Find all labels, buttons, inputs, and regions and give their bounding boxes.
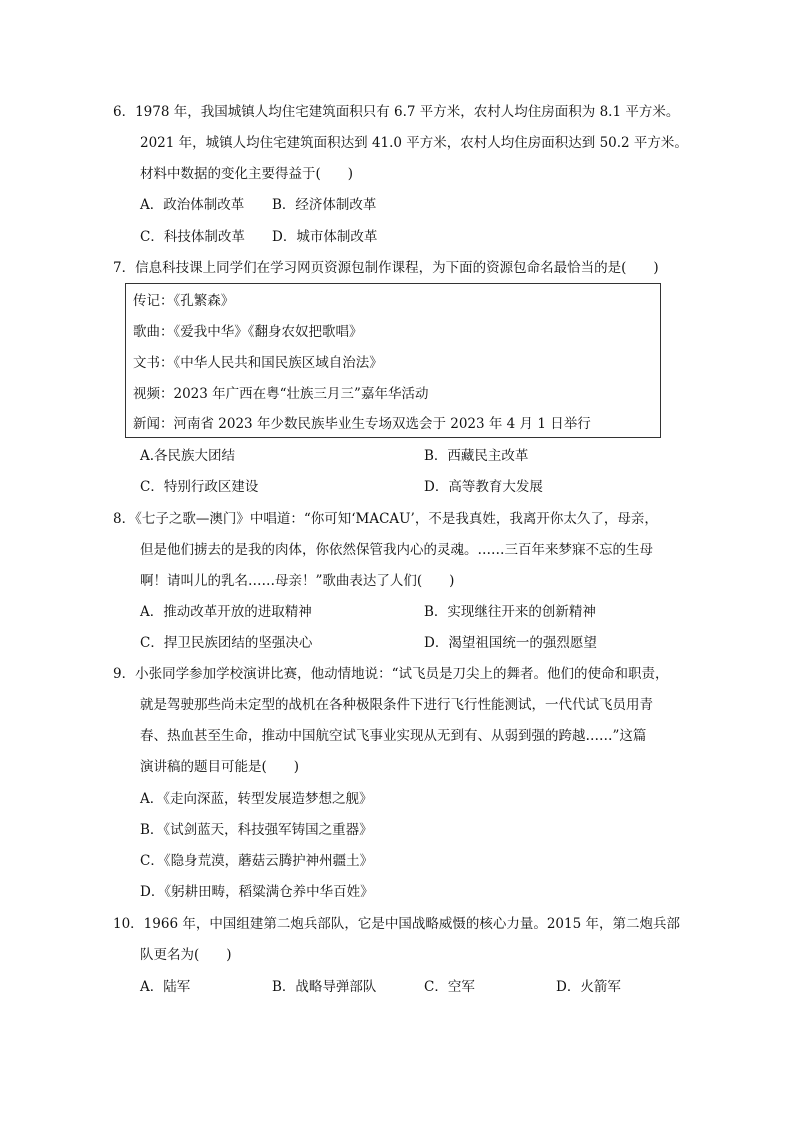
q9-option-c[interactable]: C．《隐身荒漠，蘑菇云腾护神州疆土》: [140, 853, 374, 869]
q10-option-c[interactable]: C．空军: [424, 979, 475, 995]
q7-option-c[interactable]: C．特别行政区建设: [140, 479, 259, 495]
q9-option-b[interactable]: B．《试剑蓝天，科技强军铸国之重器》: [140, 822, 373, 838]
q8-option-c[interactable]: C．捍卫民族团结的坚强决心: [140, 635, 313, 651]
q8-option-d[interactable]: D．渴望祖国统一的强烈愿望: [424, 635, 597, 651]
q7-box-line-2: 歌曲：《爱我中华》《翻身农奴把歌唱》: [133, 324, 363, 340]
q9-option-d[interactable]: D．《躬耕田畴，稻粱满仓养中华百姓》: [140, 884, 374, 900]
q9-stem-line-2: 就是驾驶那些尚未定型的战机在各种极限条件下进行飞行性能测试，一代代试飞员用青: [140, 697, 653, 713]
q6-stem-line-1: 6．1978 年，我国城镇人均住宅建筑面积只有 6.7 平方米，农村人均住房面积为 8.1 平方米。: [113, 104, 680, 120]
q8-stem-line-1: 8．《七子之歌—澳门》中唱道：“你可知‘MACAU’，不是我真姓，我离开你太久了，母亲，: [113, 511, 658, 527]
q10-option-d[interactable]: D．火箭军: [556, 979, 621, 995]
q7-box-line-1: 传记：《孔繁森》: [133, 293, 235, 309]
q10-option-a[interactable]: A．陆军: [140, 979, 191, 995]
q8-stem-line-3: 啊！请叫儿的乳名……母亲！”歌曲表达了人们( ): [140, 573, 455, 589]
q8-option-a[interactable]: A．推动改革开放的进取精神: [140, 604, 312, 620]
q7-box-line-3: 文书：《中华人民共和国民族区域自治法》: [133, 355, 383, 371]
q10-stem-line-2: 队更名为( ): [140, 947, 232, 963]
q9-stem-line-4: 演讲稿的题目可能是( ): [140, 759, 300, 775]
q7-material-box: [125, 283, 661, 438]
q6-option-c[interactable]: C．科技体制改革: [140, 229, 245, 245]
q8-option-b[interactable]: B．实现继往开来的创新精神: [424, 604, 596, 620]
q10-stem-line-1: 10．1966 年，中国组建第二炮兵部队，它是中国战略威慑的核心力量。2015 年，第二炮兵部: [113, 916, 680, 932]
q6-stem-line-2: 2021 年，城镇人均住宅建筑面积达到 41.0 平方米，农村人均住房面积达到 50.2 平方米。: [140, 135, 688, 151]
q8-stem-line-2: 但是他们掳去的是我的肉体，你依然保管我内心的灵魂。……三百年来梦寐不忘的生母: [140, 542, 653, 558]
q6-option-a[interactable]: A．政治体制改革: [140, 197, 245, 213]
q6-option-b[interactable]: B．经济体制改革: [272, 197, 377, 213]
q7-stem: 7．信息科技课上同学们在学习网页资源包制作课程，为下面的资源包命名最恰当的是( ): [113, 260, 659, 276]
q9-stem-line-3: 春、热血甚至生命，推动中国航空试飞事业实现从无到有、从弱到强的跨越……”这篇: [140, 728, 647, 744]
q7-box-line-4: 视频：2023 年广西在粤“壮族三月三”嘉年华活动: [133, 386, 429, 402]
q6-option-d[interactable]: D．城市体制改革: [272, 229, 378, 245]
q10-option-b[interactable]: B．战略导弹部队: [272, 979, 377, 995]
q7-option-b[interactable]: B．西藏民主改革: [424, 448, 529, 464]
q7-box-line-5: 新闻：河南省 2023 年少数民族毕业生专场双选会于 2023 年 4 月 1 日举行: [133, 416, 591, 432]
q9-option-a[interactable]: A．《走向深蓝，转型发展造梦想之舰》: [140, 791, 373, 807]
q7-option-d[interactable]: D．高等教育大发展: [424, 479, 543, 495]
q7-option-a[interactable]: A.各民族大团结: [140, 448, 236, 464]
q9-stem-line-1: 9．小张同学参加学校演讲比赛，他动情地说：“试飞员是刀尖上的舞者。他们的使命和职责，: [113, 666, 669, 682]
q6-stem-line-3: 材料中数据的变化主要得益于( ): [140, 166, 354, 182]
